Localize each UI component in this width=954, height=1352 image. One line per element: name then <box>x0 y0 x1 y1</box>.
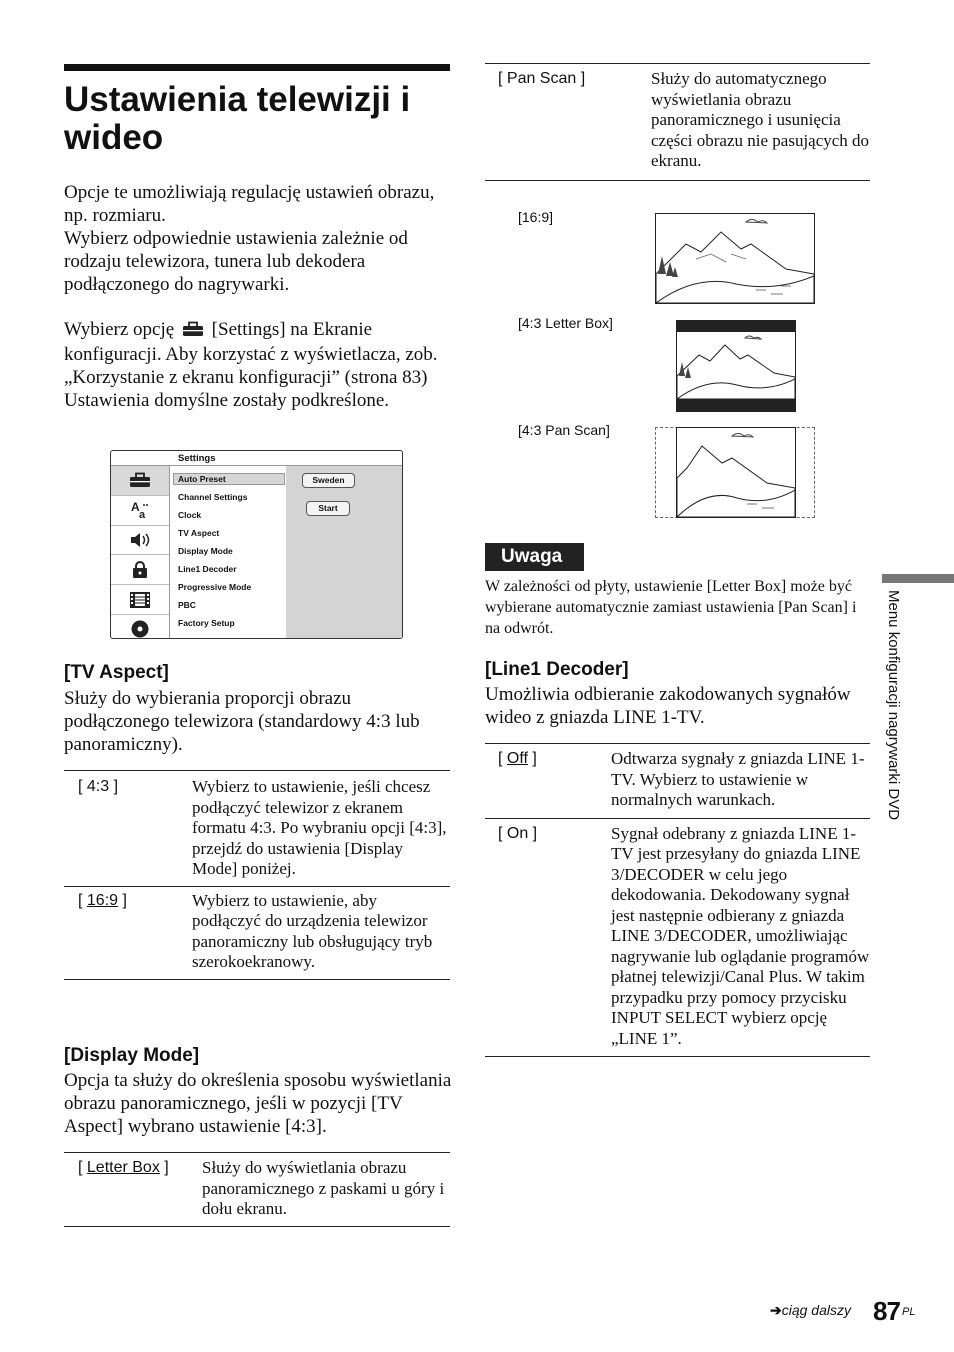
sidebar-section-label: Menu konfiguracji nagrywarki DVD <box>885 590 902 821</box>
lock-icon[interactable] <box>111 555 169 585</box>
display-mode-heading: [Display Mode] <box>64 1045 200 1066</box>
option-key: [ Pan Scan ] <box>498 70 586 87</box>
landscape-picture <box>677 321 795 411</box>
label-letterbox: [4:3 Letter Box] <box>518 315 613 331</box>
landscape-picture <box>656 214 814 303</box>
intro-paragraph-1: Opcje te umożliwiają regulację ustawień obrazu, np. rozmiaru. <box>64 182 435 226</box>
table-row <box>64 771 450 887</box>
display-mode-table-2 <box>485 63 870 181</box>
page-number: 87 <box>873 1296 900 1326</box>
option-key: [ 4:3 ] <box>78 778 119 795</box>
tv-aspect-table <box>64 770 450 980</box>
intro-text <box>64 181 450 296</box>
tv-aspect-heading: [TV Aspect] <box>64 662 169 683</box>
option-key: [ Letter Box ] <box>78 1159 169 1176</box>
svg-text:A: A <box>131 500 140 515</box>
settings-screen-title: Settings <box>178 453 216 464</box>
note-text: W zależności od płyty, ustawienie [Letter Box] może być wybierane automatycznie zamiast ustawienia [Pan Scan] i na odwrót. <box>485 578 857 637</box>
disc-icon[interactable] <box>111 615 169 639</box>
intro-paragraph-2: Wybierz odpowiednie ustawienia zależnie od rodzaju telewizora, tunera lub dekodera podłączonego do nagrywarki. <box>64 228 408 295</box>
page-lang: PL <box>902 1306 916 1318</box>
option-desc: Wybierz to ustawienie, aby podłączyć do urządzenia telewizor panoramiczny lub obsługujący tryb szerokoekranowy. <box>192 890 433 971</box>
option-key: [ 16:9 ] <box>78 891 127 909</box>
option-desc: Służy do wyświetlania obrazu panoramicznego z paskami u góry i dołu ekranu. <box>202 1158 445 1218</box>
svg-text:a: a <box>139 509 146 521</box>
landscape-picture <box>677 428 795 517</box>
table-row <box>485 818 870 1057</box>
picture-letterbox <box>676 320 796 412</box>
menu-item-auto-preset[interactable]: Auto Preset <box>173 473 285 485</box>
label-16-9: [16:9] <box>518 209 554 225</box>
table-row <box>485 64 870 181</box>
option-desc: Służy do automatycznego wyświetlania obrazu panoramicznego i usunięcia części obrazu nie pasujących do ekranu. <box>651 69 870 170</box>
table-row <box>64 886 450 979</box>
menu-item-pbc[interactable]: PBC <box>178 600 196 610</box>
option-key: [ Off ] <box>498 750 537 767</box>
film-icon[interactable] <box>111 585 169 615</box>
speaker-icon[interactable] <box>111 526 169 556</box>
option-desc: Sygnał odebrany z gniazda LINE 1-TV jest przesyłany do gniazda LINE 3/DECODER w celu jego dekodowania. Dekodowany sygnał jest następnie odbierany z gniazda LINE 3/DECODER, umożliwiając nagrywanie lub oglądanie programów płatnej telewizji/Canal Plus. W takim przypadku przy pomocy przycisku INPUT SELECT wybierz opcję „LINE 1”. <box>611 823 870 1048</box>
country-select-button[interactable]: Sweden <box>302 473 355 488</box>
settings-value-panel <box>286 465 402 639</box>
menu-item-tv-aspect[interactable]: TV Aspect <box>178 528 220 538</box>
menu-item-channel-settings[interactable]: Channel Settings <box>178 492 248 502</box>
page-title: Ustawienia telewizji i wideo <box>64 64 450 157</box>
menu-item-factory-setup[interactable]: Factory Setup <box>178 618 235 628</box>
settings-screen <box>110 450 403 639</box>
display-mode-desc: Opcja ta służy do określenia sposobu wyświetlania obrazu panoramicznego, jeśli w pozycji [TV Aspect] wybrano ustawienie [4:3]. <box>64 1070 452 1137</box>
option-key: [ On ] <box>498 824 538 842</box>
menu-item-clock[interactable]: Clock <box>178 510 202 520</box>
toolbox-icon[interactable] <box>111 466 169 496</box>
line1-decoder-desc: Umożliwia odbieranie zakodowanych sygnałów wideo z gniazda LINE 1-TV. <box>485 684 851 728</box>
language-icon[interactable] <box>111 496 169 526</box>
toolbox-icon <box>182 320 204 343</box>
intro-paragraph-3: Wybierz opcję [Settings] na Ekranie konfiguracji. Aby korzystać z wyświetlacza, zob. „Korzystanie z ekranu konfiguracji” (strona 83) Ustawienia domyślne zostały podkreślone. <box>64 319 438 411</box>
sidebar-tab-bar <box>882 574 954 583</box>
settings-icon-column <box>111 465 169 639</box>
start-button[interactable]: Start <box>306 501 350 516</box>
continued-link[interactable]: ➔ciąg dalszy <box>770 1302 851 1318</box>
menu-item-line1-decoder[interactable]: Line1 Decoder <box>178 564 237 574</box>
note-label: Uwaga <box>485 543 584 571</box>
option-desc: Wybierz to ustawienie, jeśli chcesz podłączyć telewizor z ekranem formatu 4:3. Po wybraniu opcji [4:3], przejdź do ustawienia [Display Mode] poniżej. <box>192 777 447 878</box>
table-row <box>64 1153 450 1227</box>
line1-decoder-table <box>485 743 870 1057</box>
tv-aspect-desc: Służy do wybierania proporcji obrazu podłączonego telewizora (standardowy 4:3 lub panoramiczny). <box>64 688 420 755</box>
menu-item-display-mode[interactable]: Display Mode <box>178 546 233 556</box>
picture-16-9 <box>655 213 815 304</box>
display-mode-table-1 <box>64 1152 450 1227</box>
arrow-right-icon: ➔ <box>770 1302 782 1318</box>
settings-menu <box>169 465 287 639</box>
picture-panscan <box>676 427 796 518</box>
label-panscan: [4:3 Pan Scan] <box>518 422 610 438</box>
option-desc: Odtwarza sygnały z gniazda LINE 1-TV. Wybierz to ustawienie w normalnych warunkach. <box>611 749 865 809</box>
menu-item-progressive-mode[interactable]: Progressive Mode <box>178 582 252 592</box>
table-row <box>485 744 870 819</box>
line1-decoder-heading: [Line1 Decoder] <box>485 659 629 680</box>
